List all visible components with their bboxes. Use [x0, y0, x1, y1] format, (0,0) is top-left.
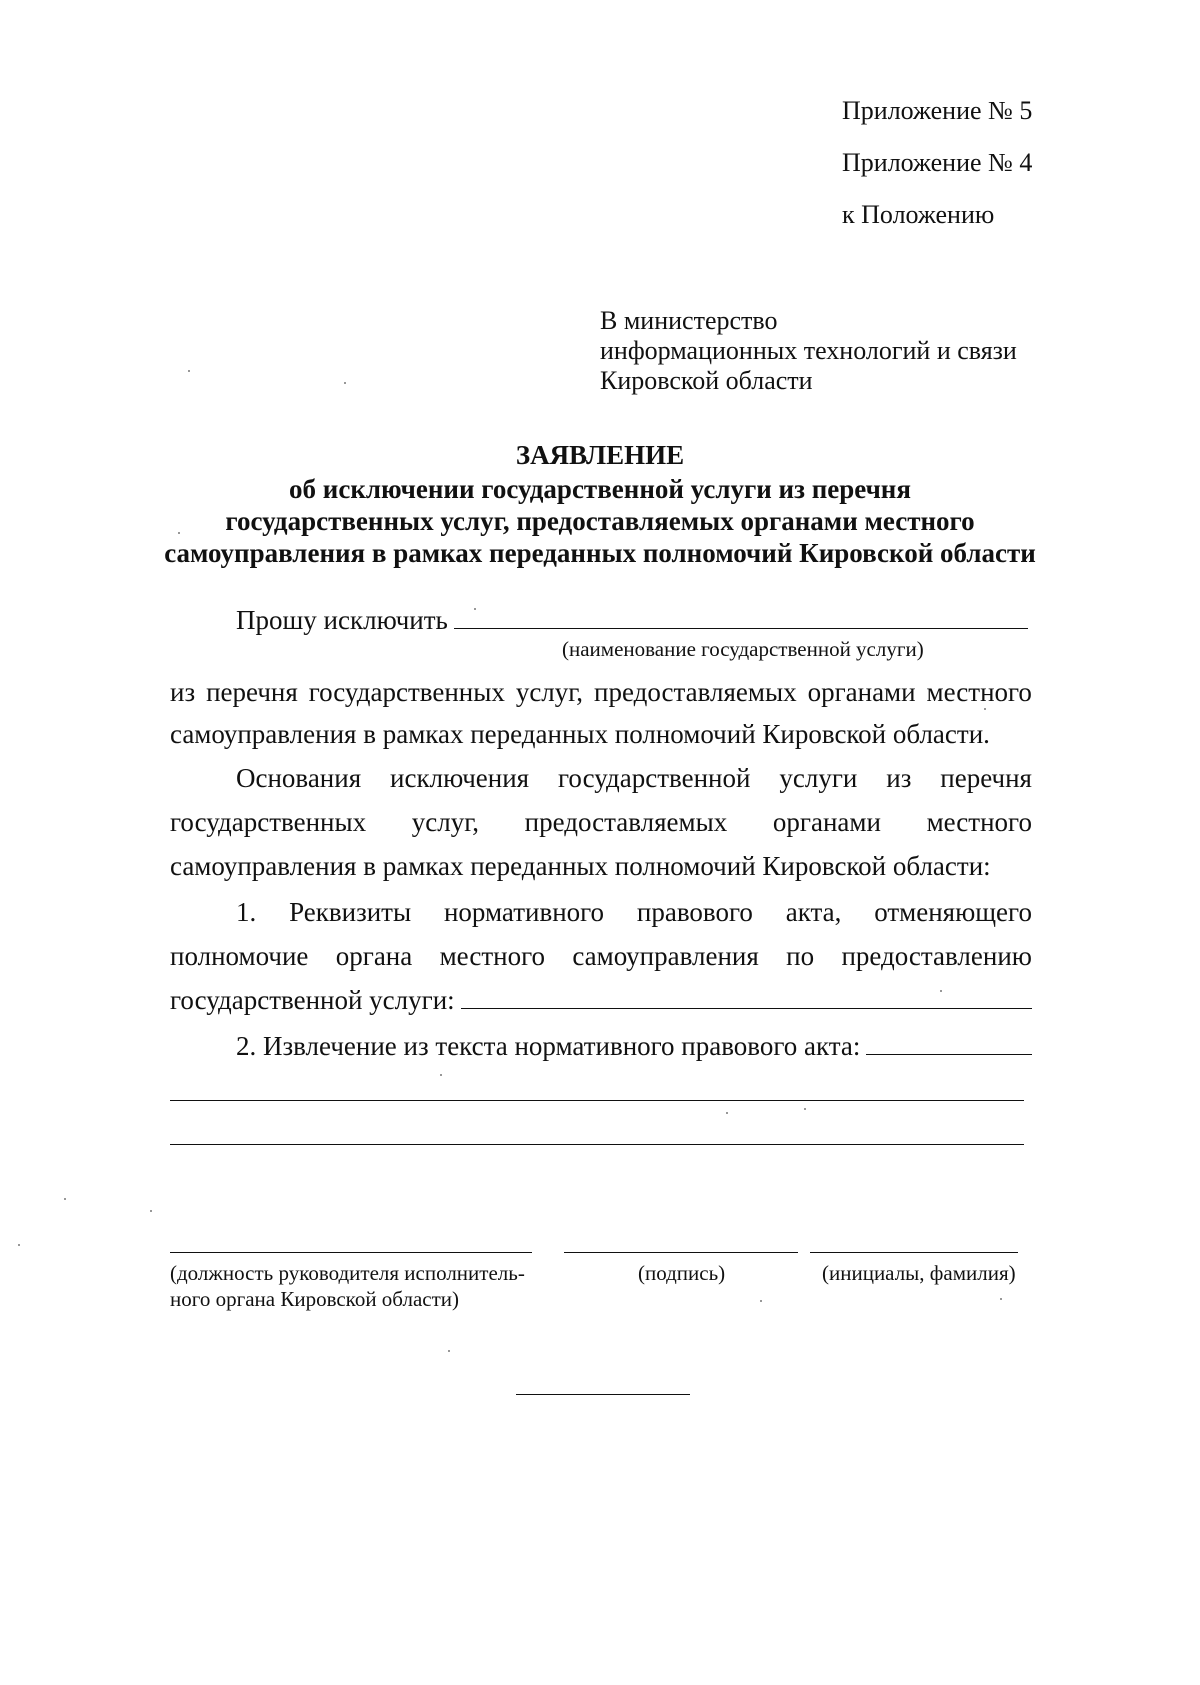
signature-line[interactable]: [564, 1252, 798, 1253]
title-subline-3: самоуправления в рамках переданных полномочий Кировской области: [164, 538, 1036, 568]
name-label: (инициалы, фамилия): [822, 1261, 1016, 1285]
scan-speck: [474, 608, 476, 610]
scan-speck: [18, 1244, 20, 1246]
scan-speck: [804, 1108, 806, 1110]
paragraph-1-line-2: самоуправления в рамках переданных полномочий Кировской области.: [170, 719, 990, 749]
word: предоставлению: [841, 941, 1032, 971]
word: услуг,: [515, 677, 584, 707]
word: услуги: [779, 763, 858, 793]
request-lead-text: Прошу исключить: [236, 605, 448, 635]
position-label-line-2: ного органа Кировской области): [170, 1287, 459, 1311]
word: отменяющего: [874, 897, 1032, 927]
word: из: [886, 763, 912, 793]
excerpt-blank-line-1[interactable]: [170, 1100, 1024, 1101]
service-name-hint: (наименование государственной услуги): [562, 637, 924, 661]
scan-speck: [178, 532, 180, 534]
service-name-blank[interactable]: [454, 606, 1028, 629]
addressee-line-1: В министерство: [600, 306, 778, 335]
position-label-line-1: (должность руководителя исполнитель-: [170, 1261, 525, 1285]
scan-speck: [984, 708, 986, 710]
word: по: [786, 941, 815, 971]
paragraph-1-line-1: [170, 676, 1032, 708]
word: местного: [926, 677, 1032, 707]
item-1-line-3: [170, 984, 1032, 1016]
scan-speck: [150, 1210, 152, 1212]
item-1-line-1: [236, 896, 1032, 928]
word: полномочие: [170, 941, 309, 971]
position-signature-line[interactable]: [170, 1252, 532, 1253]
paragraph-2-line-3: самоуправления в рамках переданных полномочий Кировской области:: [170, 851, 991, 881]
item-number: 1.: [236, 897, 257, 927]
addressee-line-3: Кировской области: [600, 366, 813, 395]
item-1-line-2: [170, 940, 1032, 972]
document-title: ЗАЯВЛЕНИЕ: [515, 440, 685, 470]
word: местного: [926, 807, 1032, 837]
legal-act-excerpt-blank[interactable]: [866, 1032, 1032, 1055]
word: исключения: [390, 763, 530, 793]
word: органа: [335, 941, 413, 971]
word: органами: [807, 677, 916, 707]
item-2-text: 2. Извлечение из текста нормативного правового акта:: [236, 1031, 861, 1061]
word: государственных: [170, 807, 367, 837]
item-2-line: [236, 1030, 1032, 1062]
scan-speck: [344, 382, 346, 384]
addressee-line-2: информационных технологий и связи: [600, 336, 1017, 365]
scan-speck: [448, 1350, 450, 1352]
word: самоуправления: [572, 941, 759, 971]
word: перечня: [206, 677, 298, 707]
closing-separator: [516, 1394, 690, 1395]
scan-speck: [188, 370, 190, 372]
title-subline-2: государственных услуг, предоставляемых органами местного: [225, 506, 975, 536]
regulation-ref-label: к Положению: [842, 200, 995, 229]
word: государственных: [308, 677, 505, 707]
scan-speck: [64, 1198, 66, 1200]
request-row: [236, 604, 1028, 636]
word: местного: [439, 941, 545, 971]
word: Основания: [236, 763, 362, 793]
scan-speck: [1000, 1298, 1002, 1300]
word: услуг,: [411, 807, 480, 837]
scan-speck: [940, 990, 942, 992]
signature-label: (подпись): [638, 1261, 726, 1285]
scan-speck: [440, 1074, 442, 1076]
legal-act-details-blank[interactable]: [461, 986, 1032, 1009]
title-subline-1: об исключении государственной услуги из перечня: [289, 474, 911, 504]
scan-speck: [760, 1300, 762, 1302]
word: акта,: [785, 897, 842, 927]
word: перечня: [940, 763, 1032, 793]
excerpt-blank-line-2[interactable]: [170, 1144, 1024, 1145]
word: правового: [636, 897, 753, 927]
word: нормативного: [443, 897, 605, 927]
word: предоставляемых: [594, 677, 797, 707]
word: органами: [772, 807, 881, 837]
name-signature-line[interactable]: [810, 1252, 1018, 1253]
word: государственной: [558, 763, 751, 793]
word: из: [170, 677, 196, 707]
paragraph-2-line-1: [236, 762, 1032, 794]
appendix-5-label: Приложение № 5: [842, 96, 1033, 125]
scan-speck: [726, 1112, 728, 1114]
appendix-4-label: Приложение № 4: [842, 148, 1033, 177]
word: Реквизиты: [289, 897, 412, 927]
item-1-tail-text: государственной услуги:: [170, 985, 455, 1015]
paragraph-2-line-2: [170, 806, 1032, 838]
word: предоставляемых: [524, 807, 728, 837]
